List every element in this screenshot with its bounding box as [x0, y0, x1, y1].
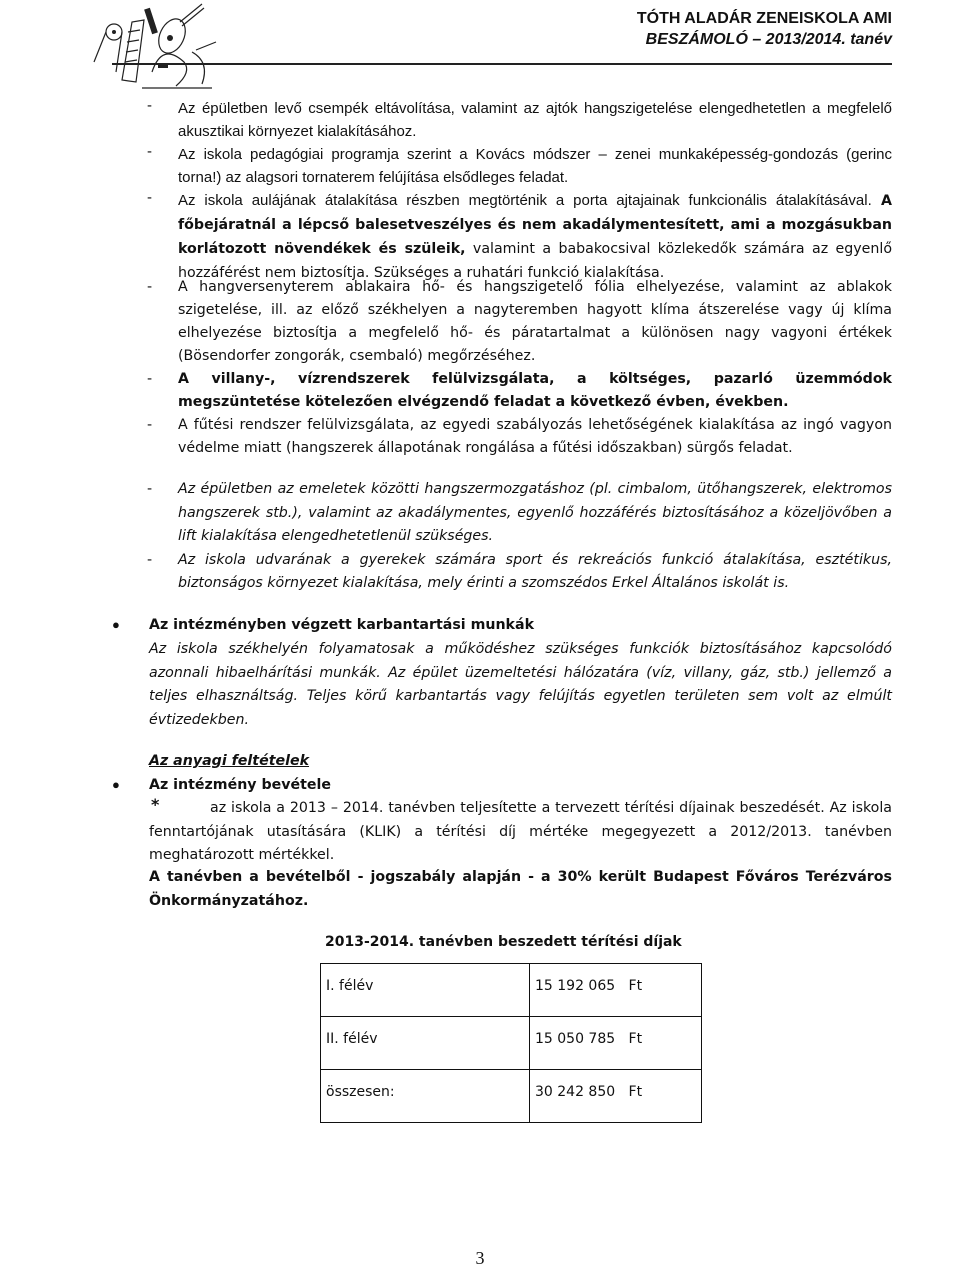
list-item-text: Az iskola pedagógiai programja szerint a Kovács módszer – zenei munkaképesség-gondozás (gerinc torna!) az alagsori tornaterem felújítása elsődleges feladat.	[178, 146, 892, 186]
amount-unit: Ft	[628, 978, 643, 994]
list-dash: -	[147, 551, 153, 568]
report-title: BESZÁMOLÓ – 2013/2014. tanév	[645, 31, 892, 48]
amount-unit: Ft	[628, 1031, 643, 1047]
income-heading: Az intézmény bevétele	[149, 777, 332, 793]
list-dash: -	[147, 189, 152, 206]
row-amount	[530, 1070, 702, 1123]
list-item-text: A villany-, vízrendszerek felülvizsgálata, a költséges, pazarló üzemmódok megszüntetése kötelezően elvégzendő feladat a következő évben, években.	[178, 371, 892, 410]
list-dash: -	[147, 481, 153, 497]
school-logo-icon	[92, 2, 224, 94]
list-dash: -	[147, 97, 152, 114]
list-item	[0, 189, 960, 285]
list-item-text: Az épületben az emeletek közötti hangszermozgatáshoz (pl. cimbalom, ütőhangszerek, elektromos hangszerek stb.), valamint az akadálymentes, egyenlő hozzáférés biztosításához a közeljövőben a lift kialakítása elengedhetetlenül szükséges.	[178, 481, 892, 545]
maintenance-text: Az iskola székhelyén folyamatosak a működéshez szükséges funkciók biztosításához kapcsolódó azonnali hibaelhárítási munkák. Az épület üzemeltetési hálózatára (víz, villany, gáz, stb.) jellemző a teljes elhasználtság. Teljes körű karbantartás vagy felújítás egyetlen területen sem volt az elmúlt évtizedekben.	[149, 641, 892, 728]
table-row	[321, 964, 702, 1017]
entrance-bold: A főbejáratnál a lépcső balesetveszélyes és nem akadálymentesített, ami a mozgásukban korlátozott növendékek és szüleik,	[178, 193, 892, 257]
table-row	[321, 1017, 702, 1070]
entrance-rest: valamint a babakocsival közlekedők számára az egyenlő hozzáférést nem biztosítja. Szükséges a ruhatári funkció kialakítása.	[178, 241, 893, 281]
bullet-icon: ●	[112, 777, 120, 792]
income-text: az iskola a 2013 – 2014. tanévben teljesítette a tervezett térítési díjainak beszedését. Az iskola fenntartójának utasítására (KLIK) a térítési díj mértéke megegyezett a 2012/2013. tanévben meghatározott mértékkel.	[149, 800, 892, 864]
list-item	[0, 478, 960, 549]
row-label: II. félév	[321, 1017, 530, 1070]
list-item-text: A hangversenyterem ablakaira hő- és hangszigetelő fólia elhelyezése, valamint az ablakok szigetelése, ill. az előző székhelyen a nagyteremben hagyott klíma átszerelése vagy új klíma elhelyezése biztosítja a megfelelő hő- és páratartalmat a különösen nagy vagyoni értékek (Bösendorfer zongorák, csembaló) megőrzéséhez.	[178, 279, 892, 364]
list-dash: -	[147, 279, 153, 295]
table-row	[321, 1070, 702, 1123]
row-amount	[530, 964, 702, 1017]
amount-unit: Ft	[628, 1084, 643, 1100]
renovation-list-1	[0, 97, 960, 285]
list-item-text	[178, 189, 892, 285]
renovation-list-2	[0, 276, 960, 460]
page-header	[637, 8, 892, 50]
row-label: I. félév	[321, 964, 530, 1017]
page-number: 3	[475, 1248, 485, 1268]
list-dash: -	[147, 417, 153, 433]
fees-table-caption: 2013-2014. tanévben beszedett térítési díjak	[325, 934, 682, 950]
list-item-text: Az iskola udvarának a gyerekek számára sport és rekreációs funkció átalakítása, esztétikus, biztonságos környezet kialakítása, mely érinti a szomszédos Erkel Általános iskolát is.	[178, 551, 892, 592]
school-name: TÓTH ALADÁR ZENEISKOLA AMI	[636, 10, 892, 27]
row-amount	[530, 1017, 702, 1070]
list-item	[0, 143, 960, 189]
list-item-text: Az épületben levő csempék eltávolítása, valamint az ajtók hangszigetelése elengedhetetlen a megfelelő akusztikai környezet kialakításához.	[178, 100, 892, 140]
list-item	[0, 276, 960, 368]
list-item	[0, 414, 960, 460]
row-label: összesen:	[321, 1070, 530, 1123]
list-item	[0, 97, 960, 143]
list-item-text: A fűtési rendszer felülvizsgálata, az egyedi szabályozás lehetőségének kialakítása az ingó vagyon védelme miatt (hangszerek állapotának rongálása a fűtési időszakban) sürgős feladat.	[178, 417, 892, 456]
amount-value: 15 192 065	[535, 978, 616, 994]
amount-value: 15 050 785	[535, 1031, 616, 1047]
maintenance-heading: Az intézményben végzett karbantartási munkák	[149, 617, 535, 633]
renovation-list-3	[0, 478, 960, 596]
material-heading: Az anyagi feltételek	[149, 753, 310, 769]
list-item	[0, 549, 960, 596]
income-transfer-text: A tanévben a bevételből - jogszabály alapján - a 30% került Budapest Főváros Terézváros Önkormányzatához.	[149, 869, 892, 909]
lobby-text: Az iskola aulájának átalakítása részben megtörténik a porta ajtajainak funkcionális átalakításával.	[178, 192, 872, 209]
asterisk-icon: *	[151, 795, 160, 814]
header-rule	[112, 63, 892, 65]
bullet-icon: ●	[112, 617, 120, 632]
amount-value: 30 242 850	[535, 1084, 616, 1100]
list-dash: -	[147, 143, 152, 160]
fees-table	[320, 963, 702, 1123]
list-item	[0, 368, 960, 414]
list-dash: -	[147, 371, 153, 387]
